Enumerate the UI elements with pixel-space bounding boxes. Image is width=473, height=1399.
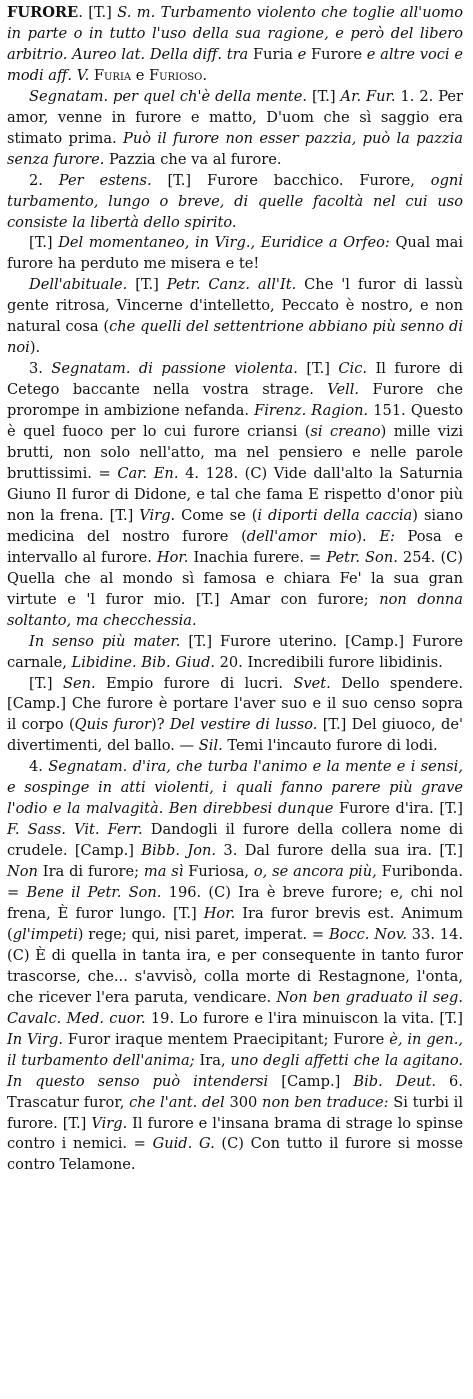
entry-italic-text: Petr. Son. — [326, 548, 398, 566]
entry-italic-text: non ben traduce: — [262, 1093, 389, 1111]
entry-italic-text: Dell'abituale. — [29, 276, 128, 294]
entry-italic-text: che quelli del settentrione abbiano più senno di noi — [7, 318, 463, 357]
entry-italic-text: Vell. — [327, 381, 360, 399]
entry-text: 3. Dal furore della sua ira. [T.] — [216, 842, 463, 860]
entry-sense-paragraph — [7, 757, 463, 1176]
entry-italic-text: Virg. — [91, 1114, 128, 1132]
entry-italic-text: Sil. — [198, 737, 223, 755]
entry-italic-text: Del momentaneo, in Virg., Euridice a Orfeo: — [58, 234, 390, 252]
entry-headword: FURORE — [7, 4, 79, 21]
entry-text: 300 — [224, 1093, 263, 1111]
entry-italic-text: Hor. — [203, 904, 236, 922]
entry-text: ). — [356, 527, 380, 545]
entry-text: [T.] — [29, 234, 59, 252]
entry-text: [T.] — [297, 360, 339, 378]
entry-italic-text: Segnatam. d'ira, che turba l'animo e la mente e i sensi, e sospinge in atti violenti, i quali fanno parere più grave l'odio e la malvagità. Ben direbbesi dunque — [7, 758, 463, 818]
entry-text: 2. — [29, 171, 59, 189]
entry-text: ). — [29, 339, 41, 357]
entry-sense-paragraph — [7, 632, 463, 674]
entry-italic-text: Può il furore non esser pazzia, può la pazzia senza furore. — [7, 129, 463, 168]
entry-text: [T.] — [127, 276, 167, 294]
entry-italic-text: Bibb. Jon. — [141, 842, 217, 860]
entry-text: Posa e intervallo al furore. — [7, 527, 463, 566]
dictionary-entry-furore — [7, 3, 463, 1176]
entry-definition-paragraph — [7, 3, 463, 87]
entry-cross-reference: Furioso — [144, 66, 203, 84]
entry-italic-text: ma sì — [143, 863, 184, 881]
entry-text: . [T.] — [78, 4, 118, 21]
entry-sense-paragraph — [7, 87, 463, 171]
entry-text: [T.] — [307, 87, 341, 105]
entry-italic-text: e — [297, 45, 307, 63]
entry-text: 151. Questo è quel fuoco per lo cui furore criansi ( — [7, 402, 463, 441]
entry-italic-text: Bene il Petr. Son. — [26, 884, 162, 902]
entry-text: Ira, — [194, 1051, 231, 1069]
entry-italic-text: Bib. Deut. — [353, 1072, 437, 1090]
entry-text: [T.] — [29, 674, 63, 692]
entry-italic-text: Virg. — [139, 506, 176, 524]
entry-italic-text: Bocc. Nov. — [328, 925, 407, 943]
entry-text: Il furore di Cetego baccante nella vostra strage. — [7, 360, 463, 399]
entry-italic-text: Car. En. — [117, 464, 179, 482]
entry-text: (C) Con tutto il furore si mosse contro Telamone. — [7, 1135, 463, 1174]
entry-text: Temi l'incauto furore di lodi. — [222, 737, 438, 755]
entry-italic-text: ogni turbamento, lungo o breve, di quelle facoltà nel cui uso consiste la libertà dello spirito. — [7, 171, 463, 231]
entry-italic-text: Segnatam. per quel ch'è della mente. — [29, 87, 308, 105]
entry-text: [T.] Del giuoco, de' divertimenti, del ballo. — — [7, 716, 463, 755]
entry-italic-text: dell'amor mio — [246, 527, 357, 545]
entry-text: Dandogli il furore della collera nome di crudele. [Camp.] — [7, 821, 463, 860]
entry-text: [Camp.] — [268, 1072, 354, 1090]
entry-italic-text: Non — [7, 863, 38, 881]
entry-text: 4. — [29, 758, 49, 776]
entry-sense-paragraph — [7, 275, 463, 359]
entry-text: 19. Lo furore e l'ira minuiscon la vita. [T.] — [145, 1009, 463, 1027]
entry-text: Furibonda. = — [7, 863, 463, 902]
entry-text: Furore — [306, 45, 367, 63]
entry-text: Furia — [248, 45, 298, 63]
entry-text: 254. (C) Quella che al mondo sì famosa e chiara Fe' la sua gran virtute e 'l furor mio. [T.] Amar con furore; — [7, 548, 464, 608]
entry-italic-text: Del vestire di lusso. — [169, 716, 318, 734]
entry-italic-text: In senso più mater. — [29, 632, 181, 650]
entry-text: 196. (C) Ira è breve furore; e, chi nol frena, È furor lungo. [T.] — [7, 884, 463, 922]
entry-italic-text: Hor. — [156, 548, 189, 566]
entry-text: Furore d'ira. [T.] — [333, 800, 463, 818]
entry-italic-text: si creano — [310, 423, 381, 441]
entry-text: Ira furor brevis est. Animum ( — [7, 904, 464, 943]
entry-italic-text: S. m. Turbamento violento che toglie all'uomo in parte o in tutto l'uso della sua ragione, e però del libero arbitrio. Aureo lat. Della diff. tra — [7, 4, 464, 63]
entry-italic-text: In Virg. — [7, 1030, 63, 1048]
entry-text: Che 'l furor di lassù gente ritrosa, Vincerne d'intelletto, Peccato è nostro, e non natural cosa ( — [7, 276, 463, 336]
entry-text: Come se ( — [175, 506, 258, 524]
entry-text: ) mille vizi brutti, non solo nell'atto, ma nel pensiero e nelle parole bruttissimi. = — [7, 423, 464, 482]
entry-italic-text: Ar. Fur. — [340, 87, 396, 105]
entry-italic-text: è, in gen., il turbamento dell'anima; — [7, 1030, 463, 1069]
entry-text: Empio furore di lucri. — [95, 674, 294, 692]
entry-italic-text: Quis furor — [74, 716, 152, 734]
entry-sense-paragraph — [7, 359, 463, 631]
entry-text: 33. 14. (C) È di quella in tanta ira, e per consequente in tanto furor trascorse, che... s'avvisò, colla morte di Restagnone, l'onta, che ricever l'era paruta, vendicare. — [7, 925, 464, 1006]
entry-text: Furiosa, — [183, 863, 254, 881]
entry-text: 1. 2. Per amor, venne in furore e matto, D'uom che sì saggio era stimato prima. — [7, 87, 463, 147]
entry-text: Inachia furere. = — [188, 548, 327, 566]
entry-text: 6. Trascatur furor, — [7, 1072, 463, 1111]
entry-text: . — [202, 66, 207, 84]
entry-text: ) rege; qui, nisi paret, imperat. = — [77, 925, 329, 943]
entry-text: Qual mai furore ha perduto me misera e te! — [7, 234, 463, 273]
entry-text: Furore che prorompe in ambizione nefanda. — [7, 381, 463, 420]
entry-italic-text: Svet. — [293, 674, 331, 692]
entry-text: Il furore e l'insana brama di strage lo spinse contro i nemici. = — [7, 1114, 463, 1153]
entry-italic-text: Sen. — [62, 674, 96, 692]
entry-italic-text: Libidine. Bib. Giud. — [71, 653, 215, 671]
entry-italic-text: non donna soltanto, ma checchessia. — [7, 590, 463, 629]
entry-italic-text: Firenz. Ragion. — [254, 402, 369, 420]
entry-italic-text: i diporti della caccia — [257, 506, 413, 524]
entry-sense-paragraph — [7, 233, 463, 275]
entry-sense-paragraph — [7, 171, 463, 234]
entry-italic-text: F. Sass. Vit. Ferr. — [7, 821, 143, 839]
entry-italic-text: o, se ancora più, — [253, 863, 377, 881]
entry-text: Ira di furore; — [37, 863, 144, 881]
entry-italic-text: che l'ant. del — [129, 1093, 225, 1111]
entry-italic-text: Cic. — [338, 360, 368, 378]
entry-italic-text: Per estens. — [58, 171, 152, 189]
entry-text: [T.] Furore bacchico. Furore, — [151, 171, 431, 189]
entry-text: [T.] Furore uterino. [Camp.] Furore carnale, — [7, 632, 464, 671]
entry-italic-text: Non ben graduato il seg. Cavalc. Med. cuor. — [7, 988, 463, 1027]
entry-text: 3. — [29, 360, 52, 378]
entry-italic-text: Segnatam. di passione violenta. — [51, 360, 298, 378]
entry-italic-text: Petr. Canz. all'It. — [166, 276, 297, 294]
entry-italic-text: Guid. G. — [152, 1135, 215, 1153]
entry-sense-paragraph — [7, 674, 463, 758]
entry-text: 4. 128. (C) Vide dall'alto la Saturnia Giuno Il furor di Didone, e tal che fama E rispetto d'onor più non la frena. [T.] — [7, 464, 463, 524]
entry-text: Furor iraque mentem Praecipitant; Furore — [62, 1030, 390, 1048]
entry-text: Si turbi il furore. [T.] — [7, 1093, 463, 1132]
entry-text: )? — [151, 716, 170, 734]
entry-italic-text: gl'impeti — [12, 925, 78, 943]
entry-text: ) siano medicina del nostro furore ( — [7, 506, 463, 545]
entry-italic-text: E: — [379, 527, 395, 545]
entry-cross-reference: Furia — [89, 66, 136, 84]
entry-text: e — [135, 66, 145, 84]
entry-text: Dello spendere. [Camp.] Che furore è portare l'aver suo e il suo censo sopra il corpo ( — [7, 674, 463, 734]
entry-text: 20. Incredibili furore libidinis. — [214, 653, 443, 671]
entry-italic-text: e altre voci e modi aff. V. — [7, 45, 463, 84]
entry-italic-text: uno degli affetti che la agitano. In questo senso può intendersi — [7, 1051, 463, 1090]
entry-text: Pazzia che va al furore. — [104, 150, 282, 168]
